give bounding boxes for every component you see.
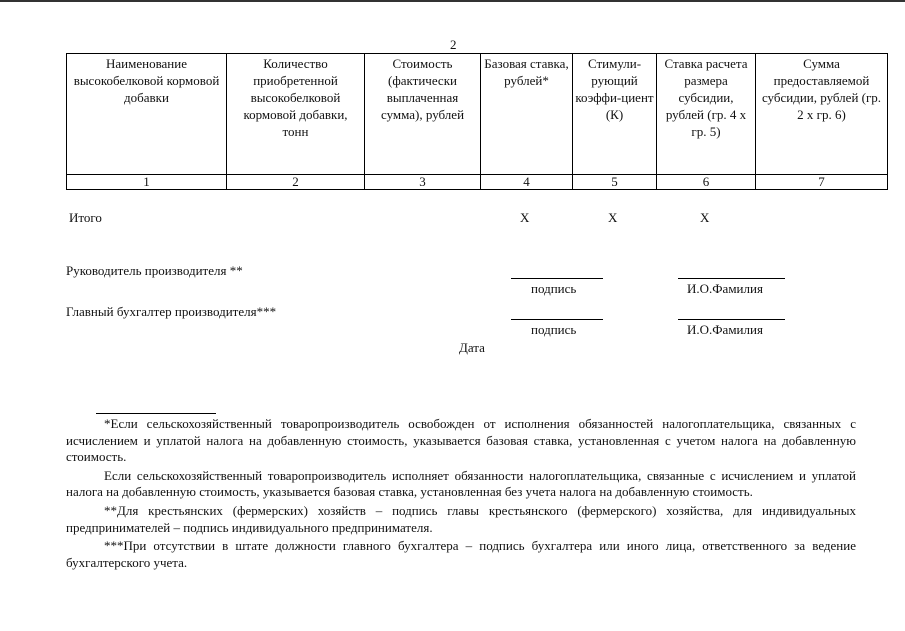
table-header-row xyxy=(67,54,888,175)
header-cell: Стимули-рующий коэффи-циент (К) xyxy=(573,54,657,175)
footnote: *Если сельскохозяйственный товаропроизводитель освобожден от исполнения обязанностей налогоплательщика, связанных с исчислением и уплатой налога на добавленную стоимость, указывается базовая ставка, установленная с учетом налога на добавленную стоимость. xyxy=(66,416,856,465)
head-name-caption: И.О.Фамилия xyxy=(687,281,763,296)
header-cell: Ставка расчета размера субсидии, рублей (гр. 4 x гр. 5) xyxy=(657,54,756,175)
page-number: 2 xyxy=(450,37,457,52)
header-cell: Сумма предоставляемой субсидии, рублей (гр. 2 x гр. 6) xyxy=(756,54,888,175)
column-number-row xyxy=(67,175,888,190)
footnotes xyxy=(66,416,856,571)
total-x-mark: X xyxy=(520,210,530,225)
column-number: 1 xyxy=(67,175,227,190)
footnote: Если сельскохозяйственный товаропроизводитель исполняет обязанности налогоплательщика, связанные с исчислением и уплатой налога на добавленную стоимость, указывается базовая ставка, установленная без учета налога на добавленную стоимость. xyxy=(66,467,856,500)
total-x-mark: X xyxy=(608,210,618,225)
column-number: 2 xyxy=(227,175,365,190)
accountant-signature-label: Главный бухгалтер производителя*** xyxy=(66,304,277,319)
column-number: 3 xyxy=(365,175,481,190)
total-label: Итого xyxy=(69,210,102,225)
date-label: Дата xyxy=(459,340,485,355)
column-number: 4 xyxy=(481,175,573,190)
head-signature-label: Руководитель производителя ** xyxy=(66,263,243,278)
column-number: 5 xyxy=(573,175,657,190)
footnote-separator xyxy=(96,413,216,414)
header-cell: Базовая ставка, рублей* xyxy=(481,54,573,175)
header-cell: Наименование высокобелковой кормовой добавки xyxy=(67,54,227,175)
page-top-border xyxy=(0,0,905,2)
footnote: **Для крестьянских (фермерских) хозяйств – подпись главы крестьянского (фермерского) хозяйства, для индивидуальных предпринимателей – подпись индивидуального предпринимателя. xyxy=(66,502,856,535)
accountant-name-line xyxy=(678,319,785,320)
accountant-name-caption: И.О.Фамилия xyxy=(687,322,763,337)
head-signature-line xyxy=(511,278,603,279)
column-number: 7 xyxy=(756,175,888,190)
accountant-signature-caption: подпись xyxy=(531,322,577,337)
footnote: ***При отсутствии в штате должности главного бухгалтера – подпись бухгалтера или иного лица, ответственного за ведение бухгалтерского учета. xyxy=(66,538,856,570)
accountant-signature-line xyxy=(511,319,603,320)
header-cell: Стоимость (фактически выплаченная сумма), рублей xyxy=(365,54,481,175)
total-x-mark: X xyxy=(700,210,710,225)
head-signature-caption: подпись xyxy=(531,281,577,296)
subsidy-table xyxy=(66,53,888,190)
column-number: 6 xyxy=(657,175,756,190)
head-name-line xyxy=(678,278,785,279)
header-cell: Количество приобретенной высокобелковой кормовой добавки, тонн xyxy=(227,54,365,175)
